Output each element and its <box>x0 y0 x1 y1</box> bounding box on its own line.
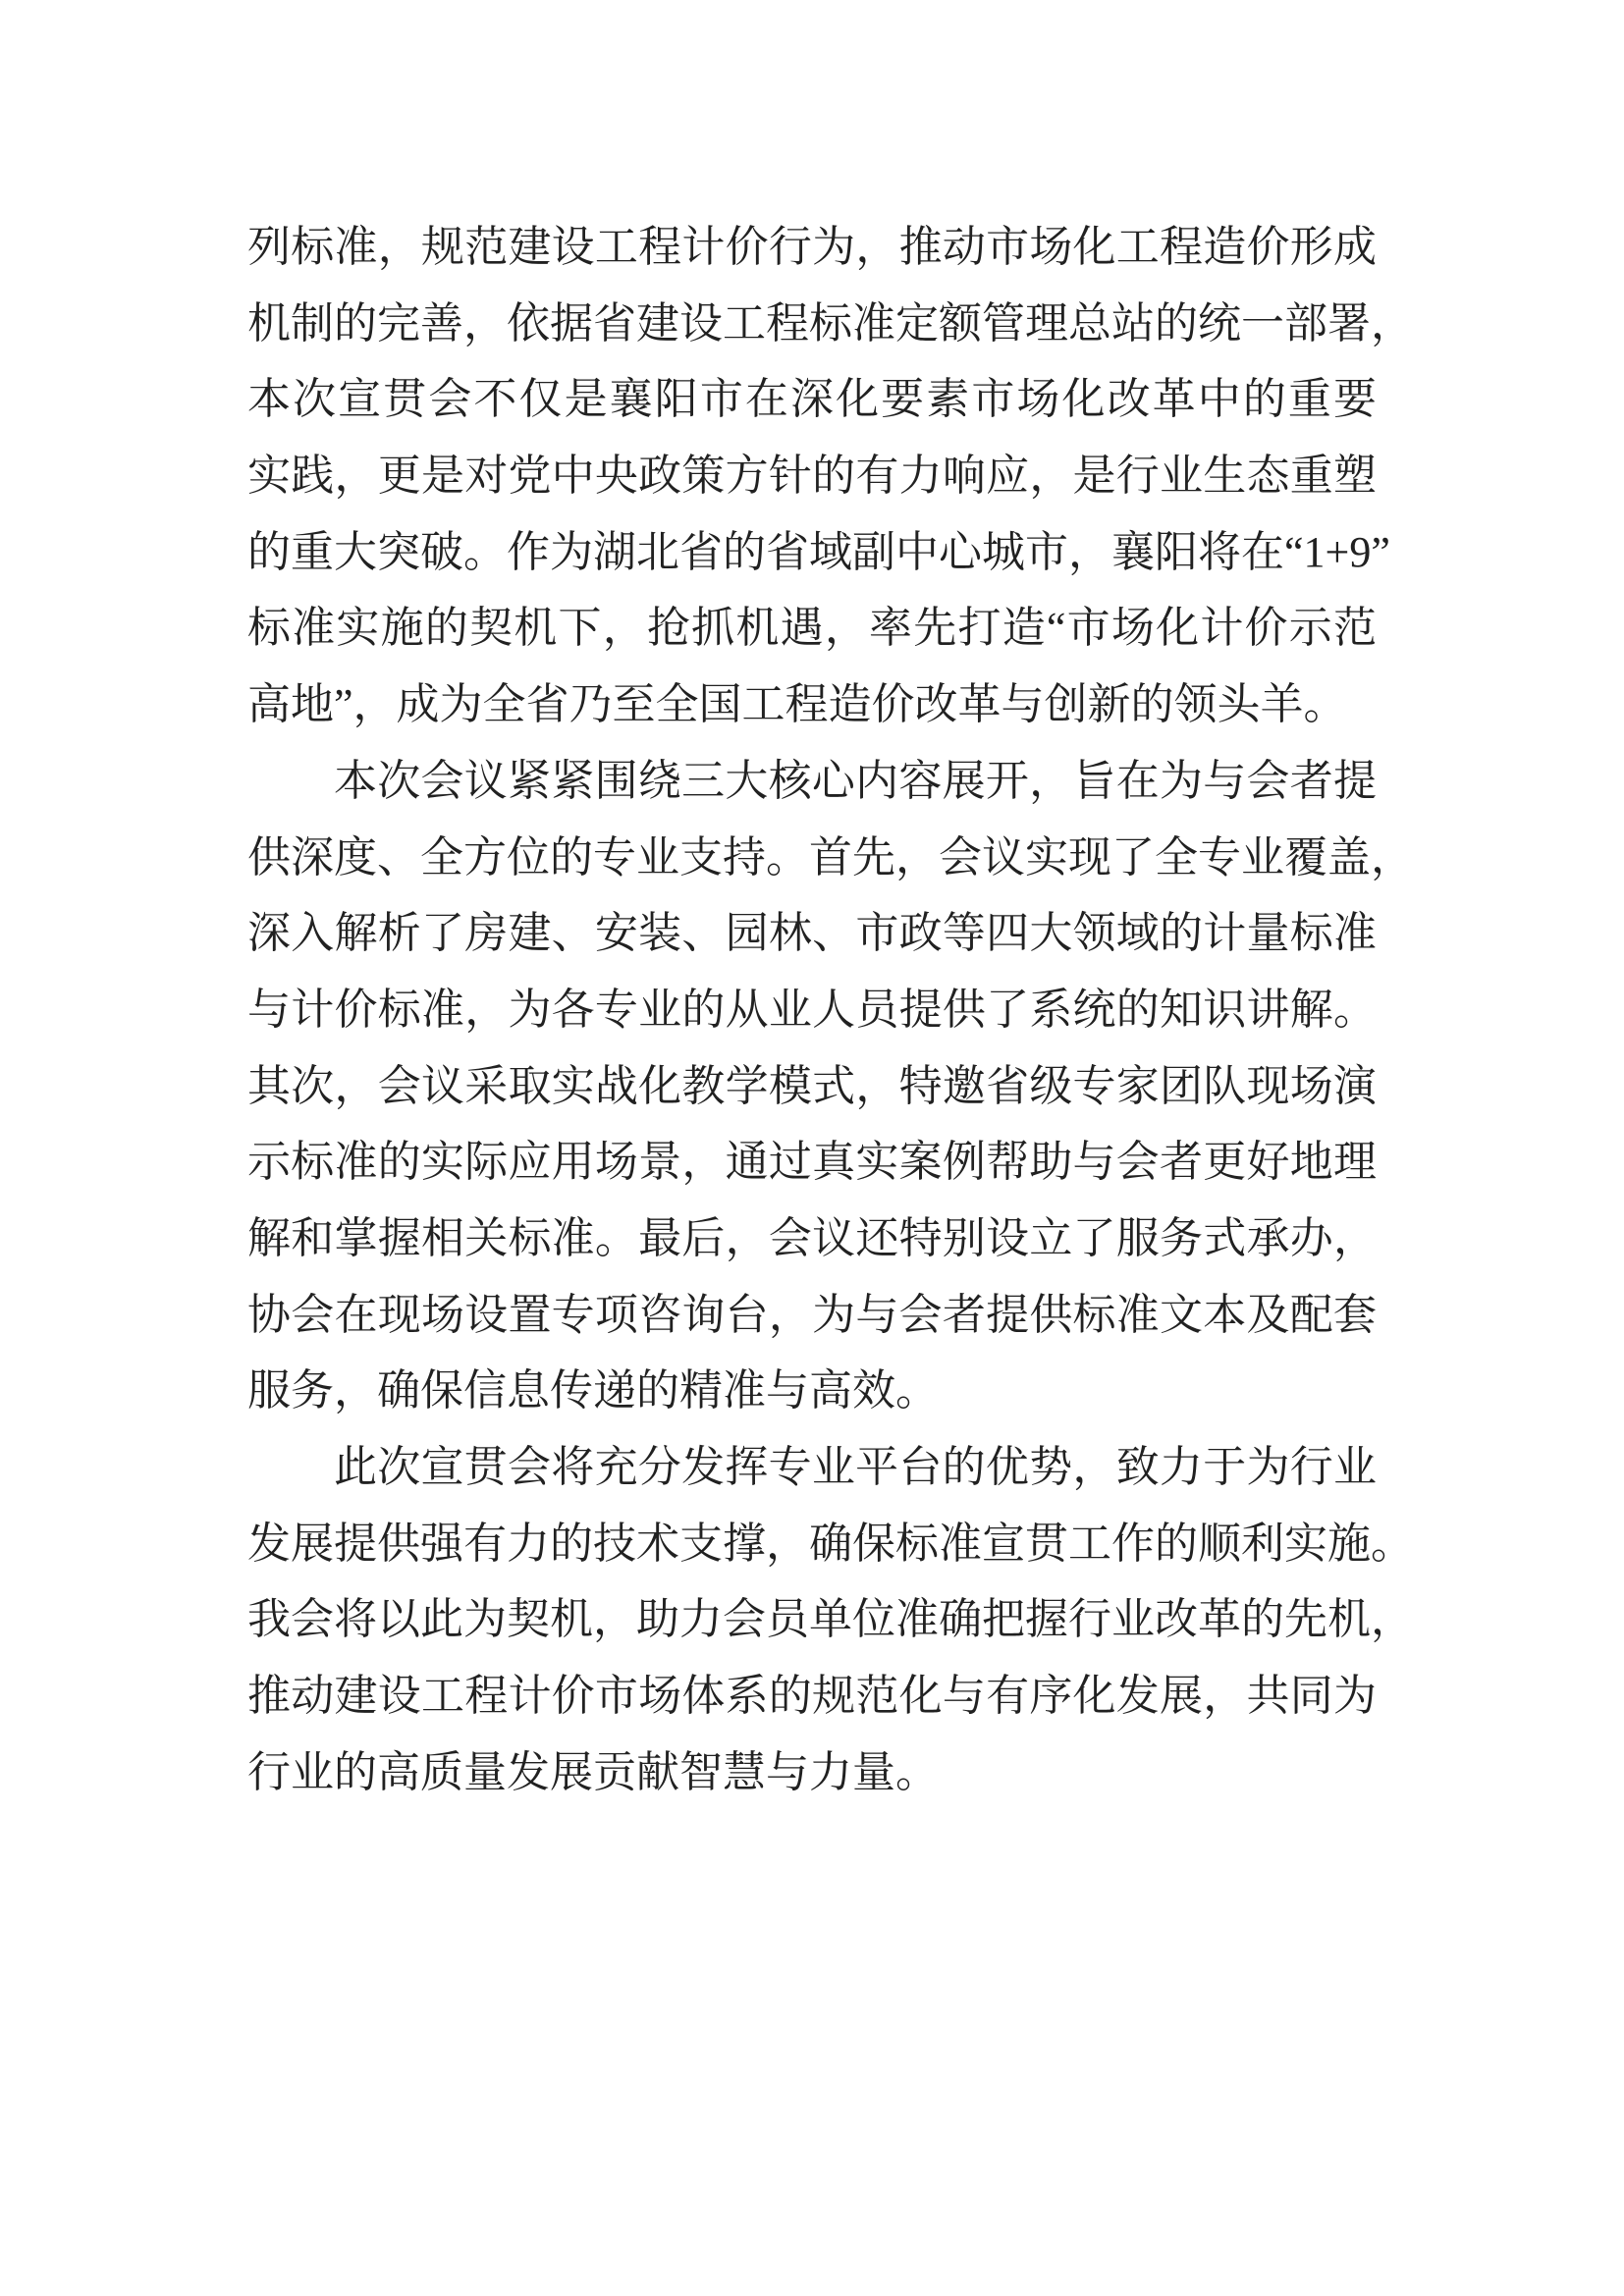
text-line: 机制的完善，依据省建设工程标准定额管理总站的统一部署， <box>247 298 1414 347</box>
document-text-block <box>247 209 1414 1810</box>
text-line: 此次宣贯会将充分发挥专业平台的优势，致力于为行业 <box>334 1443 1377 1491</box>
text-line: 示标准的实际应用场景，通过真实案例帮助与会者更好地理 <box>247 1138 1377 1187</box>
text-line: 供深度、全方位的专业支持。首先，会议实现了全专业覆盖， <box>247 832 1414 881</box>
text-line: 与计价标准，为各专业的从业人员提供了系统的知识讲解。 <box>247 985 1377 1034</box>
text-line: 本次宣贯会不仅是襄阳市在深化要素市场化改革中的重要 <box>247 375 1377 424</box>
text-line: 深入解析了房建、安装、园林、市政等四大领域的计量标准 <box>247 909 1377 958</box>
text-line: 其次，会议采取实战化教学模式，特邀省级专家团队现场演 <box>247 1061 1377 1110</box>
text-line: 实践，更是对党中央政策方针的有力响应，是行业生态重塑 <box>247 452 1377 501</box>
text-line: 标准实施的契机下，抢抓机遇，率先打造“市场化计价示范 <box>247 604 1377 653</box>
text-line: 行业的高质量发展贡献智慧与力量。 <box>247 1747 939 1796</box>
text-line: 服务，确保信息传递的精准与高效。 <box>247 1366 939 1415</box>
text-line: 的重大突破。作为湖北省的省域副中心城市，襄阳将在“1+9” <box>247 527 1390 576</box>
text-line: 列标准，规范建设工程计价行为，推动市场化工程造价形成 <box>247 223 1377 271</box>
text-line: 协会在现场设置专项咨询台，为与会者提供标准文本及配套 <box>247 1290 1377 1339</box>
text-line: 推动建设工程计价市场体系的规范化与有序化发展，共同为 <box>247 1672 1377 1721</box>
text-line: 本次会议紧紧围绕三大核心内容展开，旨在为与会者提 <box>334 756 1377 805</box>
text-line: 我会将以此为契机，助力会员单位准确把握行业改革的先机， <box>247 1595 1414 1644</box>
text-line: 发展提供强有力的技术支撑，确保标准宣贯工作的顺利实施。 <box>247 1519 1414 1568</box>
text-line: 高地”，成为全省乃至全国工程造价改革与创新的领头羊。 <box>247 680 1347 729</box>
text-line: 解和掌握相关标准。最后，会议还特别设立了服务式承办， <box>247 1213 1377 1262</box>
